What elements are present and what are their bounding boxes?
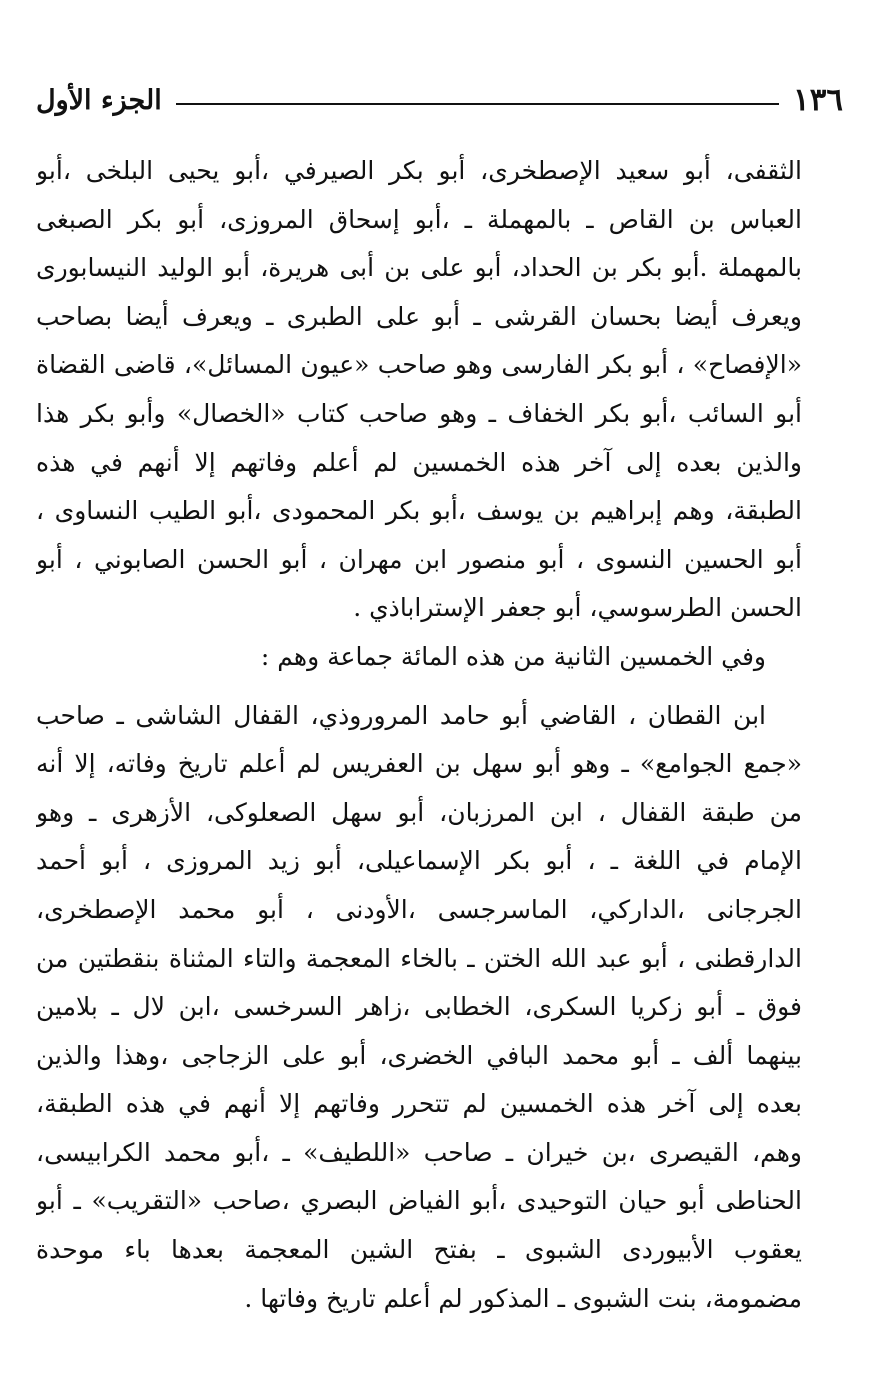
text-line: ويعرف أيضا بحسان القرشى ـ أبو على الطبرى ـ ويعرف أيضا بصاحب — [36, 301, 802, 331]
text-line: مضمومة، بنت الشبوى ـ المذكور لم أعلم تاريخ وفاتها . — [244, 1283, 802, 1313]
text-line: وهم، القيصرى ،بن خيران ـ صاحب «اللطيف» ـ ،أبو محمد الكرابيسى، — [36, 1137, 802, 1167]
text-line: الحناطى أبو حيان التوحيدى ،أبو الفياض البصري ،صاحب «التقريب» ـ أبو — [36, 1186, 802, 1216]
page-number: ١٣٦ — [793, 82, 843, 118]
text-line: الثقفى، أبو سعيد الإصطخرى، أبو بكر الصيرفي ،أبو يحيى البلخى ،أبو — [36, 156, 802, 185]
text-line: العباس بن القاص ـ بالمهملة ـ ،أبو إسحاق المروزى، أبو بكر الصبغى — [36, 204, 802, 234]
paragraph-3 — [36, 692, 802, 1324]
paragraph-2 — [36, 633, 802, 682]
text-line: وفي الخمسين الثانية من هذه المائة جماعة وهم : — [260, 641, 766, 671]
text-line: الطبقة، وهم إبراهيم بن يوسف ،أبو بكر المحمودى ،أبو الطيب النساوى ، — [36, 496, 802, 526]
text-line: بعده إلى آخر هذه الخمسين لم تتحرر وفاتهم إلا أنهم في هذه الطبقة، — [36, 1089, 802, 1119]
text-line: «الإفصاح» ، أبو بكر الفارسى وهو صاحب «عيون المسائل»، قاضى القضاة — [36, 350, 802, 380]
text-line: فوق ـ أبو زكريا السكرى، الخطابى ،زاهر السرخسى ،ابن لال ـ بلامين — [36, 992, 802, 1022]
page-header — [36, 78, 843, 122]
text-line: بالمهملة .أبو بكر بن الحداد، أبو على بن أبى هريرة، أبو الوليد النيسابورى — [36, 253, 802, 283]
paragraph-1 — [36, 147, 802, 633]
running-title: الجزء الأول — [36, 84, 162, 116]
text-line: من طبقة القفال ، ابن المرزبان، أبو سهل الصعلوكى، الأزهرى ـ وهو — [36, 797, 802, 827]
text-line: أبو الحسين النسوى ، أبو منصور ابن مهران ، أبو الحسن الصابوني ، أبو — [36, 544, 802, 574]
text-line: «جمع الجوامع» ـ وهو أبو سهل بن العفريس لم أعلم تاريخ وفاته، إلا أنه — [36, 749, 802, 779]
text-line: والذين بعده إلى آخر هذه الخمسين لم أعلم وفاتهم إلا أنهم في هذه — [36, 447, 802, 477]
text-line: يعقوب الأبيوردى الشبوى ـ بفتح الشين المعجمة بعدها باء موحدة — [36, 1235, 802, 1265]
text-line: الدارقطنى ، أبو عبد الله الختن ـ بالخاء المعجمة والتاء المثناة بنقطتين من — [36, 943, 802, 973]
text-line: الجرجانى ،الداركي، الماسرجسى ،الأودنى ، أبو محمد الإصطخرى، — [36, 894, 802, 924]
header-rule — [176, 103, 779, 105]
paragraph-gap — [36, 682, 802, 692]
text-line: الإمام في اللغة ـ ، أبو بكر الإسماعيلى، أبو زيد المروزى ، أبو أحمد — [36, 846, 802, 876]
text-line: الحسن الطرسوسي، أبو جعفر الإستراباذي . — [353, 593, 802, 623]
page-body — [36, 147, 802, 1323]
text-line: أبو السائب ،أبو بكر الخفاف ـ وهو صاحب كتاب «الخصال» وأبو بكر هذا — [36, 398, 802, 428]
text-line: بينهما ألف ـ أبو محمد البافي الخضرى، أبو على الزجاجى ،وهذا والذين — [36, 1040, 802, 1070]
text-line: ابن القطان ، القاضي أبو حامد المروروذي، القفال الشاشى ـ صاحب — [36, 700, 766, 730]
